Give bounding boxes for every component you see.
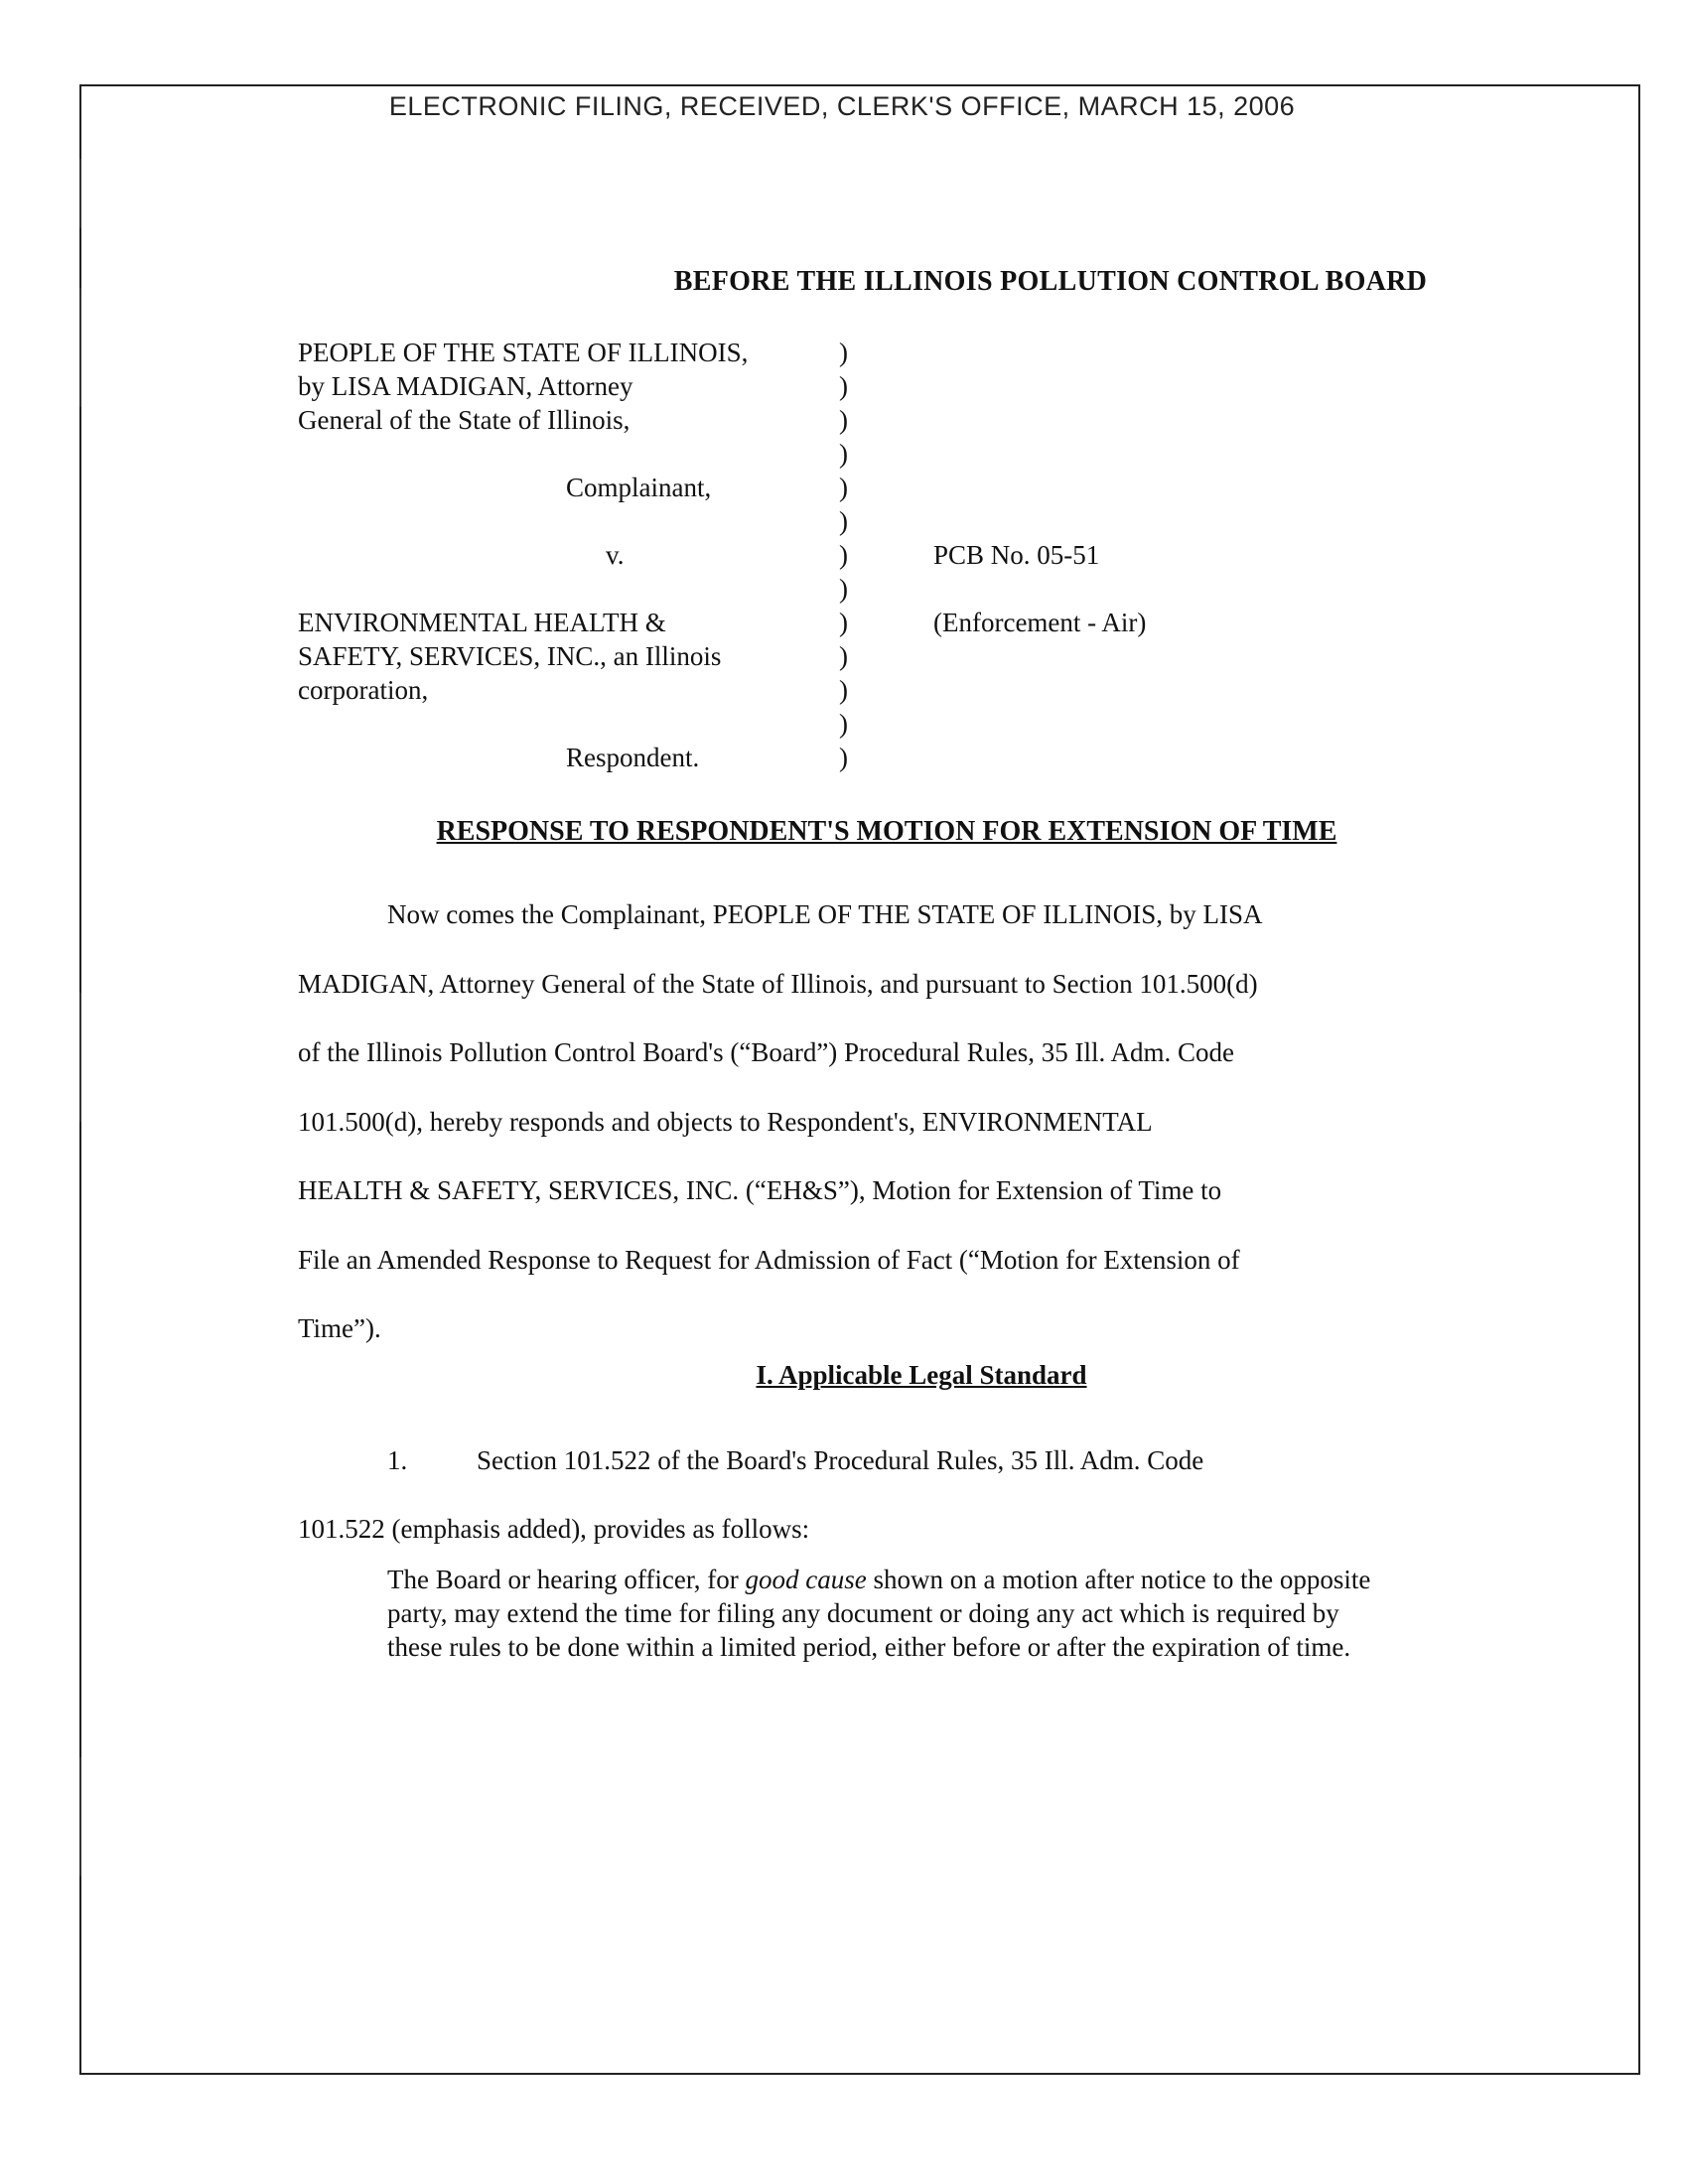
complainant-role: Complainant,: [566, 473, 712, 502]
paren: ): [839, 405, 848, 435]
paren: ): [839, 338, 848, 367]
spacer: [298, 504, 834, 538]
intro-line: HEALTH & SAFETY, SERVICES, INC. (“EH&S”), Motion for Extension of Time to: [298, 1175, 1222, 1205]
board-title: BEFORE THE ILLINOIS POLLUTION CONTROL BOARD: [673, 266, 1428, 297]
case-type: (Enforcement - Air): [933, 608, 1147, 637]
spacer: [298, 707, 834, 741]
document-title: RESPONSE TO RESPONDENT'S MOTION FOR EXTENSION OF TIME: [436, 816, 1337, 847]
paragraph-1-text: Section 101.522 of the Board's Procedural Rules, 35 Ill. Adm. Code: [477, 1445, 1204, 1475]
respondent-line: corporation,: [298, 675, 429, 705]
intro-line: of the Illinois Pollution Control Board's (“Board”) Procedural Rules, 35 Ill. Adm. Code: [298, 1037, 1234, 1067]
paren: ): [839, 540, 848, 570]
section-heading: I. Applicable Legal Standard: [756, 1360, 1087, 1390]
quote-text: The Board or hearing officer, for: [387, 1565, 746, 1594]
complainant-line: PEOPLE OF THE STATE OF ILLINOIS,: [298, 338, 749, 367]
spacer: [298, 572, 834, 606]
complainant-line: General of the State of Illinois,: [298, 405, 631, 435]
complainant-line: by LISA MADIGAN, Attorney: [298, 371, 633, 401]
intro-line: Time”).: [298, 1313, 381, 1343]
intro-line: MADIGAN, Attorney General of the State of Illinois, and pursuant to Section 101.500(d): [298, 968, 1258, 999]
paragraph-number: 1.: [387, 1445, 408, 1475]
paragraph-1: [298, 1427, 1400, 1564]
respondent-line: SAFETY, SERVICES, INC., an Illinois: [298, 641, 722, 671]
scan-mark: [79, 1757, 81, 1876]
respondent-role: Respondent.: [566, 743, 700, 772]
intro-paragraph: [298, 881, 1400, 1364]
paren: ): [839, 506, 848, 536]
scan-mark: [79, 993, 81, 1122]
paragraph-1-first-line: [298, 1427, 1400, 1495]
caption-parties: [298, 336, 834, 774]
spacer: [298, 437, 834, 471]
paren: ): [839, 608, 848, 637]
paren: ): [839, 371, 848, 401]
scan-mark: [79, 159, 81, 228]
versus-label: v.: [606, 540, 625, 570]
paren: ): [839, 675, 848, 705]
paragraph-1-second-line: 101.522 (emphasis added), provides as follows:: [298, 1514, 810, 1544]
electronic-filing-stamp: ELECTRONIC FILING, RECEIVED, CLERK'S OFFICE, MARCH 15, 2006: [388, 91, 1296, 121]
paren: ): [839, 641, 848, 671]
paren: ): [839, 439, 848, 469]
intro-line: Now comes the Complainant, PEOPLE OF THE STATE OF ILLINOIS, by LISA: [387, 899, 1263, 929]
block-quote: [387, 1563, 1380, 1664]
scan-mark: [79, 288, 81, 407]
caption-case-info: [933, 336, 1146, 639]
paren: ): [839, 473, 848, 502]
intro-line: 101.500(d), hereby responds and objects to Respondent's, ENVIRONMENTAL: [298, 1106, 1153, 1137]
intro-line: File an Amended Response to Request for Admission of Fact (“Motion for Extension of: [298, 1244, 1240, 1275]
case-number: PCB No. 05-51: [933, 540, 1100, 570]
paren: ): [839, 709, 848, 739]
quote-emphasis: good cause: [745, 1565, 867, 1594]
paren: ): [839, 743, 848, 772]
respondent-line: ENVIRONMENTAL HEALTH &: [298, 608, 666, 637]
paren: ): [839, 574, 848, 604]
caption-parentheses: [839, 336, 859, 774]
quote-text: shown on a motion after notice to the opposite party, may extend the time for filing any document or doing any act which is required by these rules to be done within a limited period, either before or after the expiration of time.: [387, 1565, 1371, 1662]
